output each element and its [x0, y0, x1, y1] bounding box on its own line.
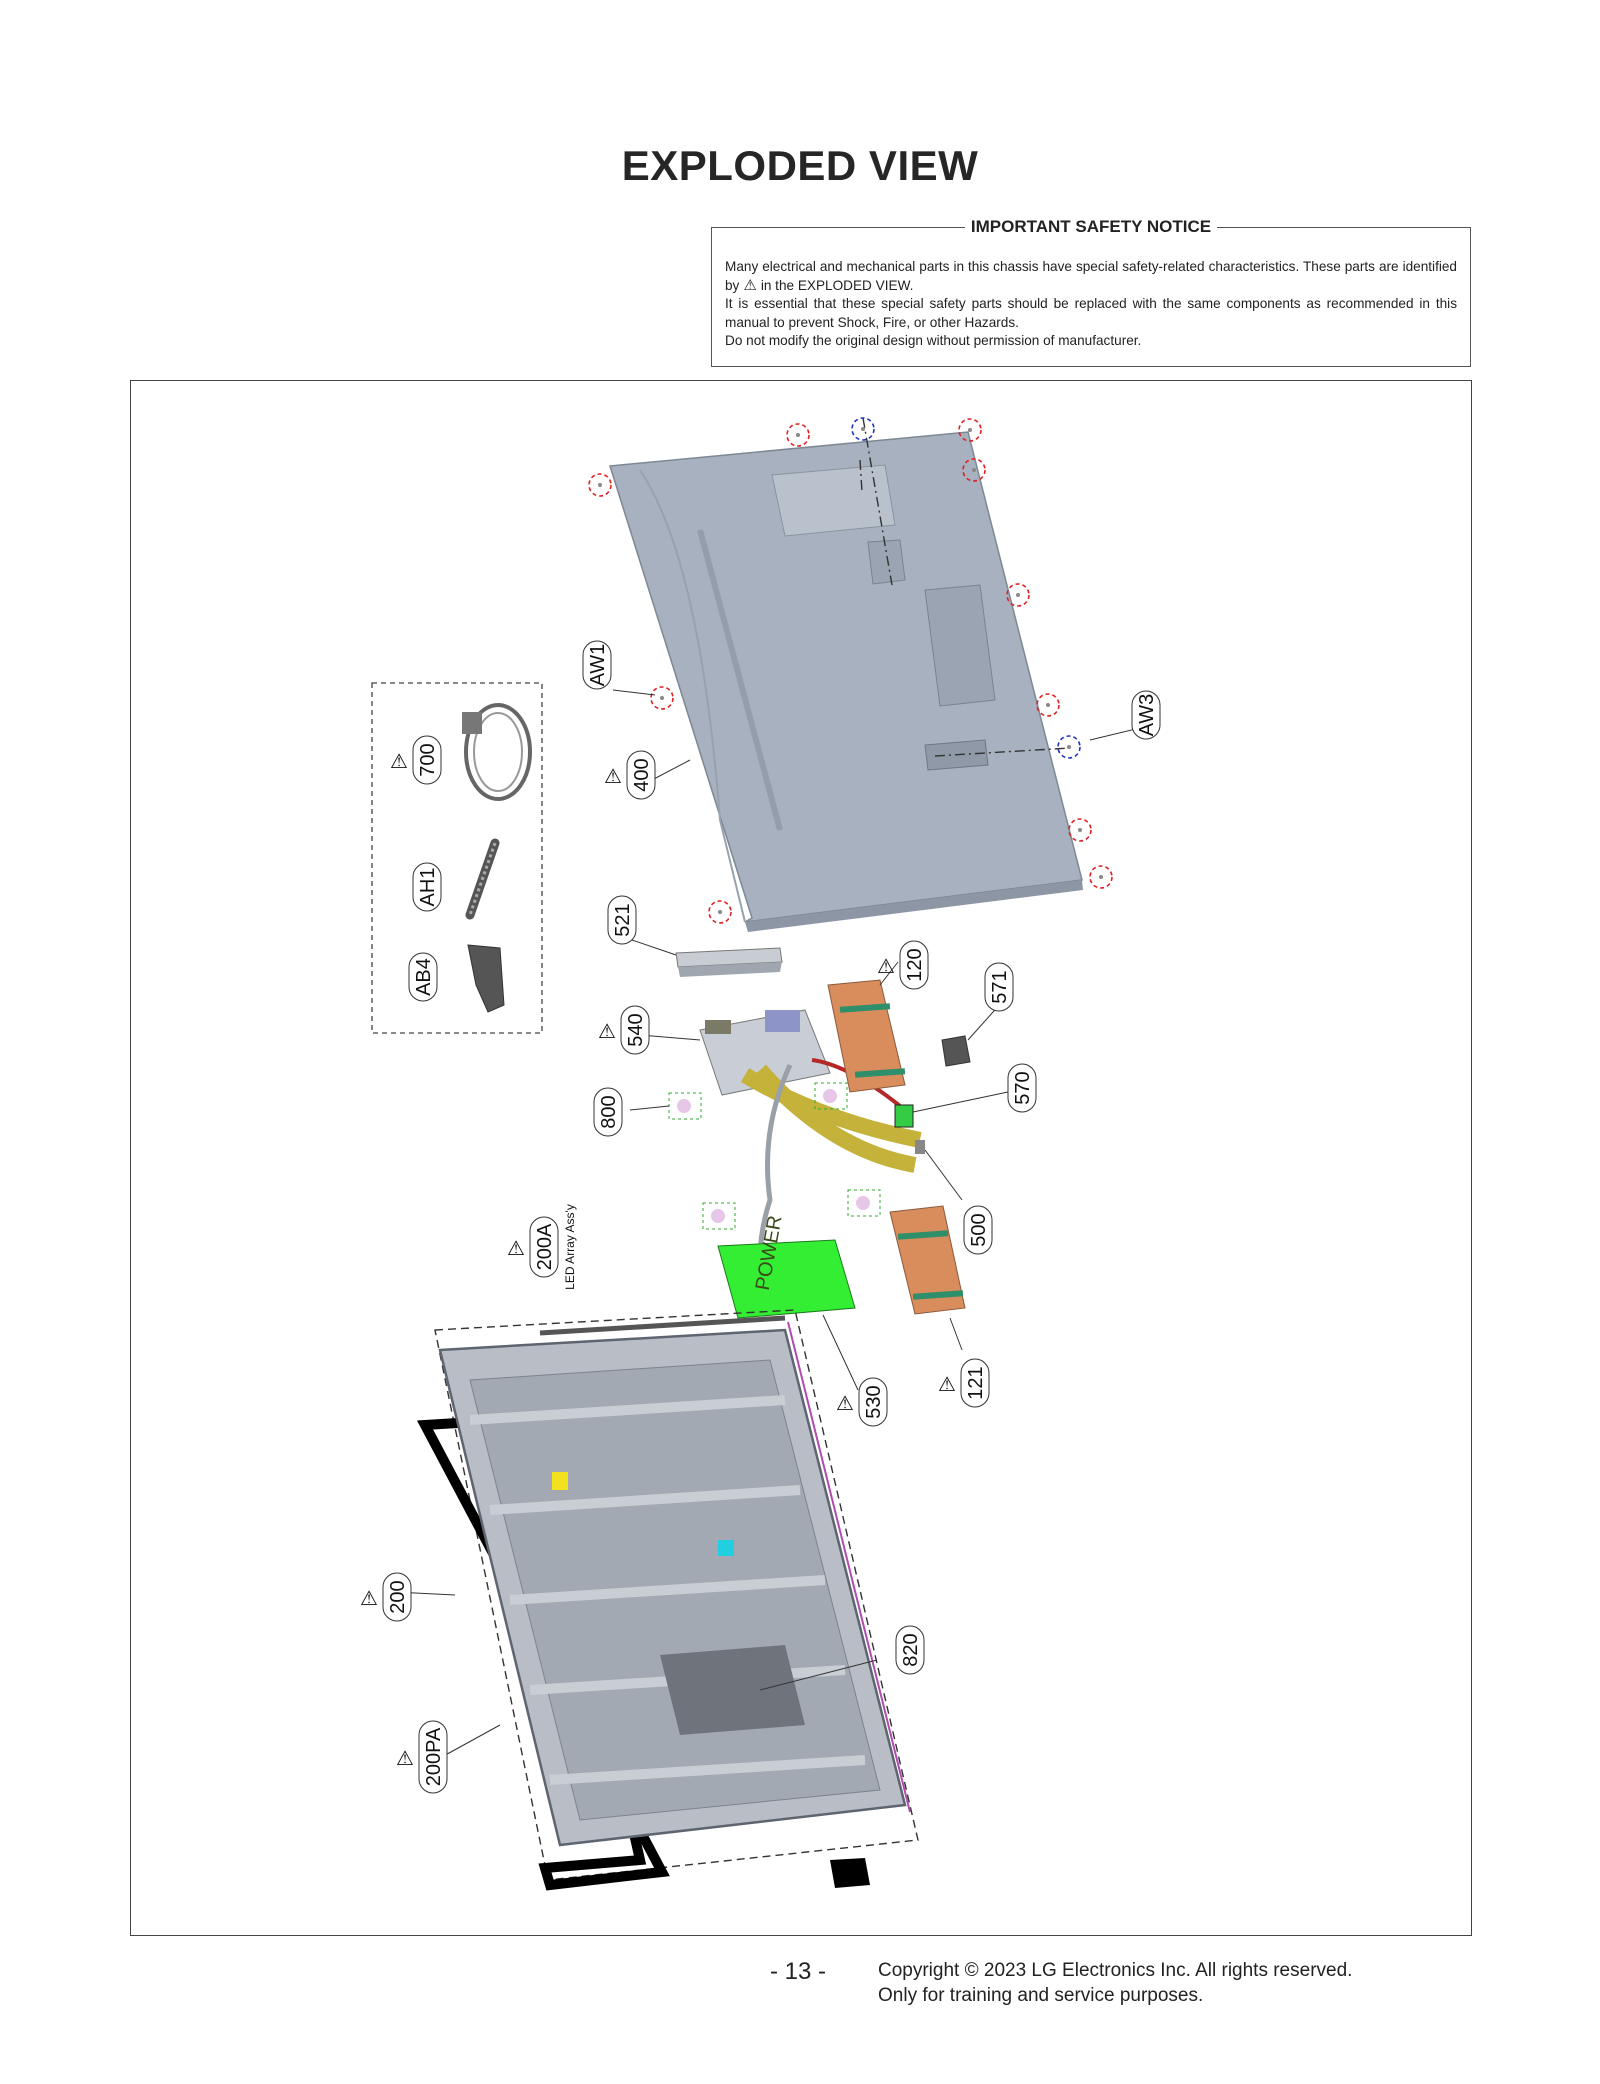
warning-icon: ⚠	[877, 956, 895, 978]
power-board-label: POWER	[751, 1213, 787, 1293]
svg-text:200A: 200A	[534, 1223, 556, 1271]
svg-text:200: 200	[387, 1580, 409, 1614]
svg-text:820: 820	[900, 1633, 922, 1667]
warning-icon: ⚠	[360, 1588, 378, 1610]
svg-text:800: 800	[598, 1095, 620, 1129]
accessory-box	[372, 683, 542, 1033]
callout-ab4	[409, 953, 437, 1001]
warning-icon: ⚠	[390, 751, 408, 773]
callout-540	[598, 1006, 649, 1054]
bracket-521	[632, 940, 782, 977]
ir-board-570	[895, 1092, 1008, 1127]
svg-text:530: 530	[863, 1385, 885, 1419]
warning-icon: ⚠	[507, 1238, 525, 1260]
callout-530	[836, 1378, 887, 1426]
clips-800	[630, 1083, 880, 1229]
svg-text:121: 121	[965, 1366, 987, 1400]
warning-icon: ⚠	[938, 1374, 956, 1396]
svg-text:400: 400	[631, 758, 653, 792]
safety-notice-text: Many electrical and mechanical parts in this chassis have special safety-related characteristics. These parts are identified by ⚠ in the EXPLODED VIEW. It is essential that these special safety parts should be replaced with the same components as recommended in this manual to prevent Shock, Fire, or other Hazards. Do not modify the original design without permission of manufacturer.	[725, 259, 1457, 348]
callout-200a	[507, 1204, 577, 1290]
warning-icon: ⚠	[836, 1393, 854, 1415]
page-number: - 13 -	[770, 1958, 827, 1985]
safety-notice-heading: IMPORTANT SAFETY NOTICE	[712, 217, 1470, 237]
callout-571	[985, 963, 1013, 1011]
svg-text:540: 540	[625, 1013, 647, 1047]
back-cover-400	[610, 418, 1083, 932]
callout-521	[608, 896, 636, 944]
svg-text:AH1: AH1	[417, 867, 439, 907]
svg-text:AB4: AB4	[413, 958, 435, 996]
cable-tie-ab4	[468, 945, 504, 1012]
callout-121	[938, 1359, 989, 1407]
bracket-571	[942, 1002, 1002, 1066]
svg-text:120: 120	[904, 948, 926, 982]
svg-text:AW3: AW3	[1136, 693, 1158, 737]
cable-holder-ah1	[470, 843, 495, 915]
callout-500	[964, 1206, 992, 1254]
callout-700	[390, 736, 441, 784]
page-title: EXPLODED VIEW	[621, 142, 979, 189]
callout-200pa	[396, 1721, 447, 1793]
main-board-540	[640, 1010, 830, 1095]
svg-text:AW1: AW1	[587, 643, 609, 687]
callout-aw3	[1132, 691, 1160, 739]
svg-text:570: 570	[1012, 1071, 1034, 1105]
speaker-121	[890, 1206, 965, 1350]
connector-500	[915, 1140, 962, 1200]
callout-570	[1008, 1064, 1036, 1112]
callout-ah1	[413, 863, 441, 911]
svg-text:200PA: 200PA	[423, 1727, 445, 1787]
power-cord-700	[462, 705, 530, 799]
warning-icon: ⚠	[743, 276, 757, 294]
callout-200	[360, 1573, 411, 1621]
led-array-label: LED Array Ass'y	[563, 1204, 577, 1290]
callout-aw1	[583, 641, 611, 689]
warning-icon: ⚠	[604, 766, 622, 788]
callout-120	[877, 941, 928, 989]
svg-text:571: 571	[989, 970, 1011, 1004]
svg-text:521: 521	[612, 903, 634, 937]
callout-820	[896, 1626, 924, 1674]
svg-text:700: 700	[417, 743, 439, 777]
speaker-120	[828, 962, 905, 1092]
callout-800	[594, 1088, 622, 1136]
warning-icon: ⚠	[396, 1748, 414, 1770]
svg-text:500: 500	[968, 1213, 990, 1247]
callout-400	[604, 751, 655, 799]
warning-icon: ⚠	[598, 1021, 616, 1043]
copyright-notice: Copyright © 2023 LG Electronics Inc. All rights reserved. Only for training and service purposes.	[878, 1960, 1353, 2006]
